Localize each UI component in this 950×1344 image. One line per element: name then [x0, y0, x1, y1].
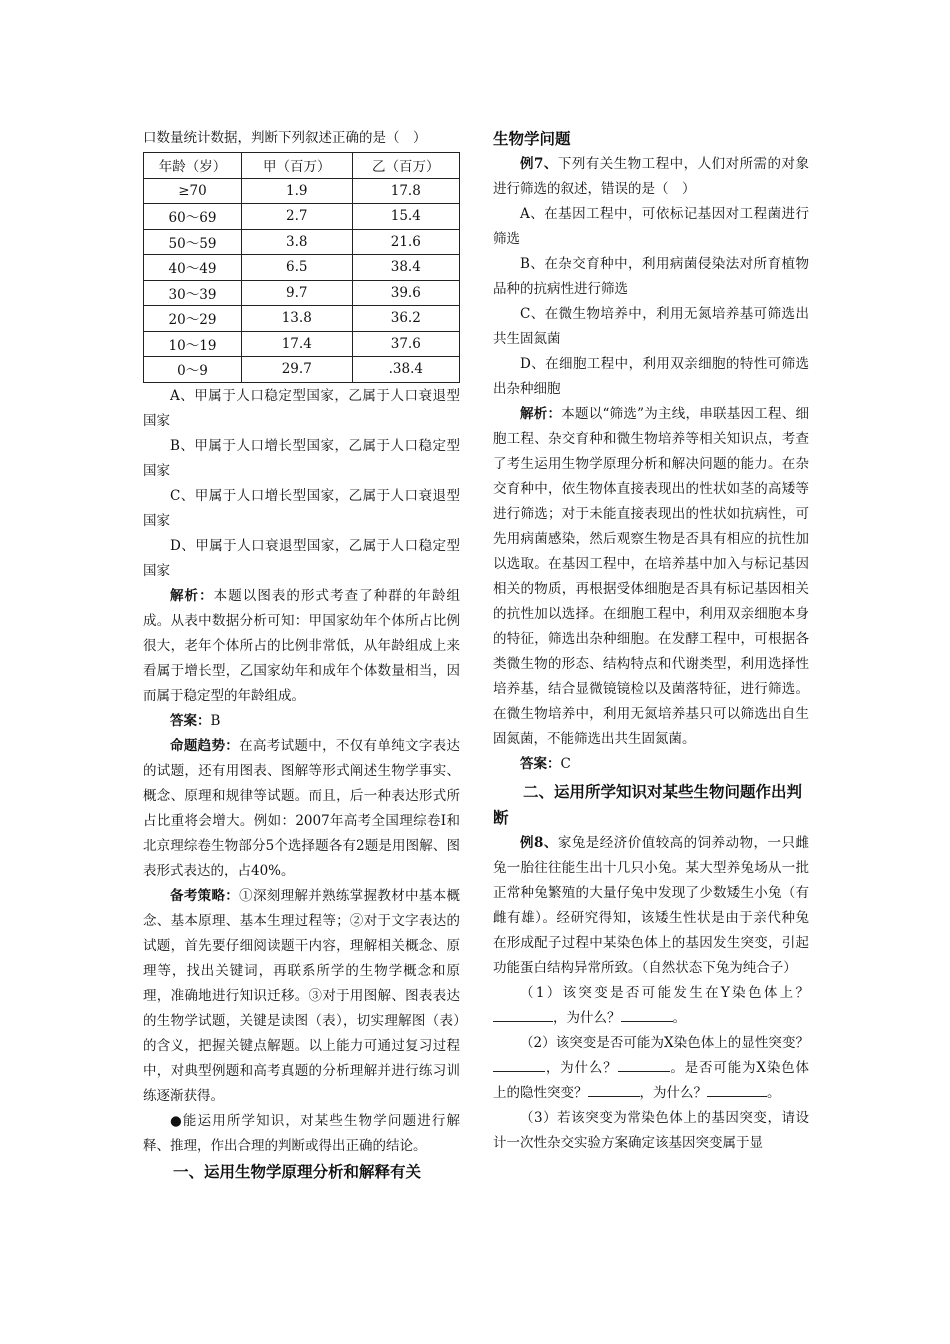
answer-label: 答案： [170, 712, 211, 729]
question-1-why: ，为什么？ [553, 1010, 621, 1026]
table-row [144, 204, 460, 230]
table-header-cell: 乙（百万） [352, 153, 459, 179]
table-cell: 20～29 [144, 306, 242, 332]
example7-question [493, 152, 809, 202]
table-header-cell: 年龄（岁） [144, 153, 242, 179]
answer-paragraph [143, 709, 460, 734]
question-1 [493, 981, 809, 1031]
table-cell: 40～49 [144, 255, 242, 281]
trend-text: 在高考试题中，不仅有单纯文字表达的试题，还有用图表、图解等形式阐述生物学事实、概念、原理和规律等试题。而且，后一种表达形式所占比重将会增大。例如：2007年高考全国理综卷Ⅰ和北京理综卷生物部分5个选择题各有2题是用图解、图表形式表达的，占40%。 [143, 737, 460, 879]
trend-label: 命题趋势： [170, 737, 240, 754]
ex7-option-d: D、在细胞工程中，利用双亲细胞的特性可筛选出杂种细胞 [493, 356, 809, 397]
table-cell: .38.4 [352, 357, 459, 383]
table-cell: 17.4 [241, 331, 352, 357]
example8-text: 家兔是经济价值较高的饲养动物，一只雌兔一胎往往能生出十几只小兔。某大型养兔场从一批正常种兔繁殖的大量仔兔中发现了少数矮生小兔（有雌有雄）。经研究得知，该矮生性状是由于亲代种兔在形成配子过程中某染色体上的基因发生突变，引起功能蛋白结构异常所致。（自然状态下兔为纯合子） [493, 835, 809, 976]
punctuation: 。 [672, 1010, 686, 1026]
table-cell: 9.7 [241, 280, 352, 306]
question-2-text: （2）该突变是否可能为X染色体上的显性突变？ [520, 1035, 809, 1051]
table-cell: 30～39 [144, 280, 242, 306]
table-cell: 3.8 [241, 229, 352, 255]
trend-paragraph [143, 734, 460, 884]
table-cell: ≥70 [144, 178, 242, 204]
answer-blank[interactable] [588, 1082, 640, 1097]
table-cell: 37.6 [352, 331, 459, 357]
strategy-paragraph [143, 884, 460, 1109]
analysis-text: 本题以“筛选”为主线，串联基因工程、细胞工程、杂交育种和微生物培养等相关知识点，考查了考生运用生物学原理分析和解决问题的能力。在杂交育种中，依生物体直接表现出的性状如茎的高矮等进行筛选；对于未能直接表现出的性状如抗病性，可先用病菌感染，然后观察生物是否具有相应的抗性加以选取。在基因工程中，在培养基中加入与标记基因相关的物质，再根据受体细胞是否具有标记基因相关的抗性加以选择。在细胞工程中，利用双亲细胞本身的特征，筛选出杂种细胞。在发酵工程中，可根据各类微生物的形态、结构特点和代谢类型，利用选择性培养基，结合显微镜镜检以及菌落特征，进行筛选。在微生物培养中，利用无氮培养基只可以筛选出自生固氮菌，不能筛选出共生固氮菌。 [493, 406, 809, 747]
option-a: A、甲属于人口稳定型国家，乙属于人口衰退型国家 [143, 387, 460, 429]
population-age-table [143, 152, 460, 383]
table-cell: 50～59 [144, 229, 242, 255]
example8-label: 例8、 [520, 835, 558, 851]
question-2-recessive: 。是否可能为X染色体上的隐性突变？ [493, 1060, 809, 1101]
option-d: D、甲属于人口衰退型国家，乙属于人口稳定型国家 [143, 537, 460, 579]
table-cell: 10～19 [144, 331, 242, 357]
analysis-label: 解析： [520, 406, 562, 422]
table-row [144, 255, 460, 281]
answer-blank[interactable] [493, 1057, 545, 1072]
right-column [493, 126, 809, 1156]
table-cell: 29.7 [241, 357, 352, 383]
example7-label: 例7、 [520, 156, 558, 172]
left-column [143, 126, 460, 1185]
question-2 [493, 1031, 809, 1106]
table-cell: 21.6 [352, 229, 459, 255]
table-cell: 1.9 [241, 178, 352, 204]
punctuation: 。 [767, 1085, 781, 1101]
analysis-paragraph [143, 584, 460, 709]
table-row [144, 178, 460, 204]
question-3: （3）若该突变为常染色体上的基因突变，请设计一次性杂交实验方案确定该基因突变属于显 [493, 1110, 809, 1151]
table-row [144, 306, 460, 332]
table-row [144, 331, 460, 357]
option-b: B、甲属于人口增长型国家，乙属于人口稳定型国家 [143, 437, 460, 479]
section1-heading: 一、运用生物学原理分析和解释有关 [173, 1161, 422, 1181]
answer-label: 答案： [520, 756, 561, 772]
question-2-why-2: ，为什么？ [639, 1085, 707, 1101]
table-cell: 6.5 [241, 255, 352, 281]
option-c: C、甲属于人口增长型国家，乙属于人口衰退型国家 [143, 487, 460, 529]
ex7-option-b: B、在杂交育种中，利用病菌侵染法对所育植物品种的抗病性进行筛选 [493, 256, 809, 297]
table-cell: 15.4 [352, 204, 459, 230]
example8-question [493, 831, 809, 981]
table-cell: 0～9 [144, 357, 242, 383]
analysis-label: 解析： [170, 587, 214, 604]
section1-heading-cont: 生物学问题 [493, 129, 571, 148]
ex7-analysis-paragraph [493, 402, 809, 752]
ex7-option-a: A、在基因工程中，可依标记基因对工程菌进行筛选 [493, 206, 809, 247]
table-cell: 13.8 [241, 306, 352, 332]
section2-heading: 二、运用所学知识对某些生物问题作出判断 [493, 782, 803, 827]
answer-blank[interactable] [618, 1057, 670, 1072]
table-row [144, 280, 460, 306]
table-row [144, 229, 460, 255]
table-cell: 36.2 [352, 306, 459, 332]
question-1-text: （1）该突变是否可能发生在Y染色体上？ [520, 985, 809, 1001]
table-cell: 38.4 [352, 255, 459, 281]
table-cell: 17.8 [352, 178, 459, 204]
strategy-label: 备考策略： [170, 887, 240, 904]
table-header-cell: 甲（百万） [241, 153, 352, 179]
analysis-text: 本题以图表的形式考查了种群的年龄组成。从表中数据分析可知：甲国家幼年个体所占比例很大，老年个体所占的比例非常低，从年龄组成上来看属于增长型，乙国家幼年和成年个体数量相当，因而属于稳定型的年龄组成。 [143, 587, 461, 704]
question-intro: 口数量统计数据，判断下列叙述正确的是（ ） [143, 130, 427, 146]
table-cell: 39.6 [352, 280, 459, 306]
ex7-answer-paragraph [493, 752, 809, 777]
answer-blank[interactable] [707, 1082, 767, 1097]
question-2-why: ，为什么？ [545, 1060, 618, 1076]
strategy-text: ①深刻理解并熟练掌握教材中基本概念、基本原理、基本生理过程等；②对于文字表达的试题，首先要仔细阅读题干内容，理解相关概念、原理等，找出关键词，再联系所学的生物学概念和原理，准确地进行知识迁移。③对于用图解、图表表达的生物学试题，关键是读图（表），切实理解图（表）的含义，把握关键点解题。以上能力可通过复习过程中，对典型例题和高考真题的分析理解并进行练习训练逐渐获得。 [143, 887, 460, 1104]
table-row [144, 357, 460, 383]
table-header-row [144, 153, 460, 179]
answer-blank[interactable] [493, 1007, 553, 1022]
ex7-option-c: C、在微生物培养中，利用无氮培养基可筛选出共生固氮菌 [493, 306, 809, 347]
bullet-paragraph: ●能运用所学知识，对某些生物学问题进行解释、推理，作出合理的判断或得出正确的结论。 [143, 1112, 460, 1154]
table-cell: 60～69 [144, 204, 242, 230]
answer-value: C [560, 756, 571, 772]
example7-text: 下列有关生物工程中，人们对所需的对象进行筛选的叙述，错误的是（ ） [493, 156, 809, 197]
answer-value: B [210, 712, 221, 729]
table-cell: 2.7 [241, 204, 352, 230]
answer-blank[interactable] [621, 1007, 673, 1022]
